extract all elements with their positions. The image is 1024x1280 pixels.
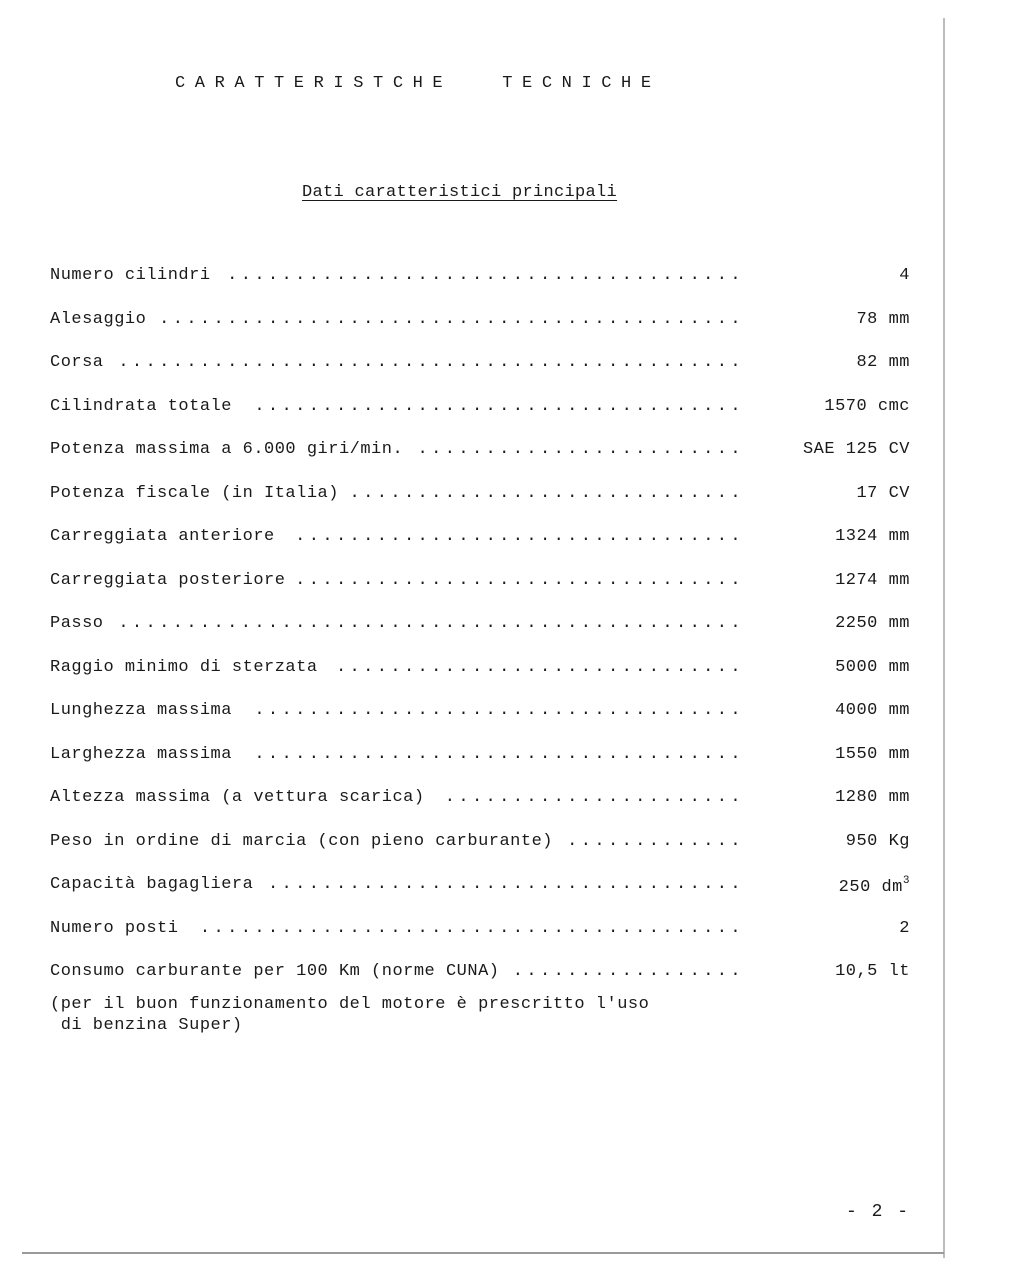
spec-unit: mm [888, 788, 910, 807]
spec-row [50, 658, 912, 684]
spec-row [50, 701, 912, 727]
spec-value [846, 832, 910, 851]
leader-dots: .................................... [254, 397, 744, 416]
spec-number: 10,5 [835, 962, 878, 981]
spec-unit: lt [888, 962, 910, 981]
spec-value [803, 440, 910, 459]
spec-number: 1280 [835, 788, 878, 807]
spec-label: Potenza fiscale (in Italia) [50, 484, 339, 503]
spec-number: 4 [899, 266, 910, 285]
leader-dots: .............................................. [118, 353, 744, 372]
leader-dots: ............................. [349, 484, 744, 503]
spec-row [50, 919, 912, 945]
spec-value [835, 962, 910, 981]
spec-value [856, 353, 910, 372]
spec-unit: CV [888, 440, 910, 459]
spec-label: Carreggiata posteriore [50, 571, 286, 590]
spec-unit: cmc [877, 397, 910, 416]
spec-number: 78 [856, 310, 878, 329]
spec-unit: mm [888, 353, 910, 372]
spec-label: Capacità bagagliera [50, 875, 254, 894]
spec-unit: mm [888, 571, 910, 590]
spec-value [835, 571, 910, 590]
spec-value [839, 875, 910, 897]
spec-value [856, 310, 910, 329]
spec-unit-superscript: 3 [902, 875, 910, 887]
spec-number: 5000 [835, 658, 878, 677]
spec-label: Consumo carburante per 100 Km (norme CUNA) [50, 962, 500, 981]
spec-label: Corsa [50, 353, 104, 372]
spec-label: Carreggiata anteriore [50, 527, 275, 546]
spec-unit: mm [888, 527, 910, 546]
spec-number: 1324 [835, 527, 878, 546]
spec-number: 1570 [824, 397, 868, 416]
spec-value [835, 614, 910, 633]
spec-number: 2 [899, 919, 910, 938]
spec-row [50, 484, 912, 510]
spec-unit: mm [888, 745, 910, 764]
bottom-edge-rule [22, 1252, 944, 1254]
spec-unit: dm [881, 878, 903, 897]
spec-row [50, 745, 912, 771]
leader-dots: ................................... [267, 875, 744, 894]
footnote [50, 994, 649, 1036]
leader-dots: .................................... [254, 701, 744, 720]
spec-row [50, 788, 912, 814]
spec-unit: mm [888, 658, 910, 677]
leader-dots: ............. [567, 832, 744, 851]
spec-row [50, 310, 912, 336]
spec-number: 950 [845, 832, 878, 851]
leader-dots: .............................................. [118, 614, 744, 633]
spec-unit: mm [888, 701, 910, 720]
leader-dots: .................................... [254, 745, 744, 764]
spec-unit: mm [888, 310, 910, 329]
spec-number: 2250 [835, 614, 878, 633]
spec-value [824, 397, 910, 416]
spec-label: Raggio minimo di sterzata [50, 658, 318, 677]
spec-number: 4000 [835, 701, 878, 720]
spec-number: SAE 125 [802, 440, 878, 459]
spec-value [835, 658, 910, 677]
spec-row [50, 397, 912, 423]
spec-row [50, 614, 912, 640]
header-word-1: CARATTERISTCHE [175, 74, 453, 93]
spec-value [899, 919, 910, 938]
spec-row [50, 832, 912, 858]
leader-dots: ........................ [417, 440, 744, 459]
spec-number: 1550 [835, 745, 878, 764]
spec-unit: Kg [888, 832, 910, 851]
spec-row [50, 440, 912, 466]
spec-label: Lunghezza massima [50, 701, 232, 720]
spec-label: Potenza massima a 6.000 giri/min. [50, 440, 404, 459]
spec-label: Altezza massima (a vettura scarica) [50, 788, 425, 807]
leader-dots: ................................. [295, 571, 744, 590]
leader-dots: ........................................ [199, 919, 744, 938]
spec-label: Alesaggio [50, 310, 147, 329]
spec-row [50, 962, 912, 988]
spec-number: 17 [856, 484, 878, 503]
leader-dots: ........................................... [159, 310, 744, 329]
spec-number: 82 [856, 353, 878, 372]
spec-row [50, 571, 912, 597]
spec-unit: mm [888, 614, 910, 633]
leader-dots: .............................. [335, 658, 744, 677]
spec-label: Peso in ordine di marcia (con pieno carburante) [50, 832, 553, 851]
page-number: - 2 - [846, 1202, 911, 1222]
spec-label: Larghezza massima [50, 745, 232, 764]
spec-row [50, 527, 912, 553]
spec-label: Cilindrata totale [50, 397, 232, 416]
leader-dots: ................. [512, 962, 744, 981]
spec-value [856, 484, 910, 503]
footnote-line-1: (per il buon funzionamento del motore è prescritto l'uso [50, 995, 650, 1014]
leader-dots: ................................. [295, 527, 744, 546]
spec-value [899, 266, 910, 285]
spec-row [50, 353, 912, 379]
spec-number: 250 [838, 878, 871, 897]
spec-label: Numero cilindri [50, 266, 211, 285]
header-word-2: TECNICHE [502, 74, 661, 93]
spec-value [835, 745, 910, 764]
section-subtitle: Dati caratteristici principali [302, 183, 618, 202]
leader-dots: ...................................... [227, 266, 744, 285]
spec-unit: CV [888, 484, 910, 503]
spec-number: 1274 [835, 571, 878, 590]
spec-value [835, 701, 910, 720]
spec-label: Numero posti [50, 919, 179, 938]
spec-row [50, 875, 912, 901]
right-edge-rule [943, 18, 945, 1258]
spec-value [835, 788, 910, 807]
spec-value [835, 527, 910, 546]
leader-dots: ...................... [444, 788, 744, 807]
spec-label: Passo [50, 614, 104, 633]
page-header [175, 74, 661, 93]
footnote-line-2: di benzina Super) [50, 1016, 243, 1035]
spec-row [50, 266, 912, 292]
